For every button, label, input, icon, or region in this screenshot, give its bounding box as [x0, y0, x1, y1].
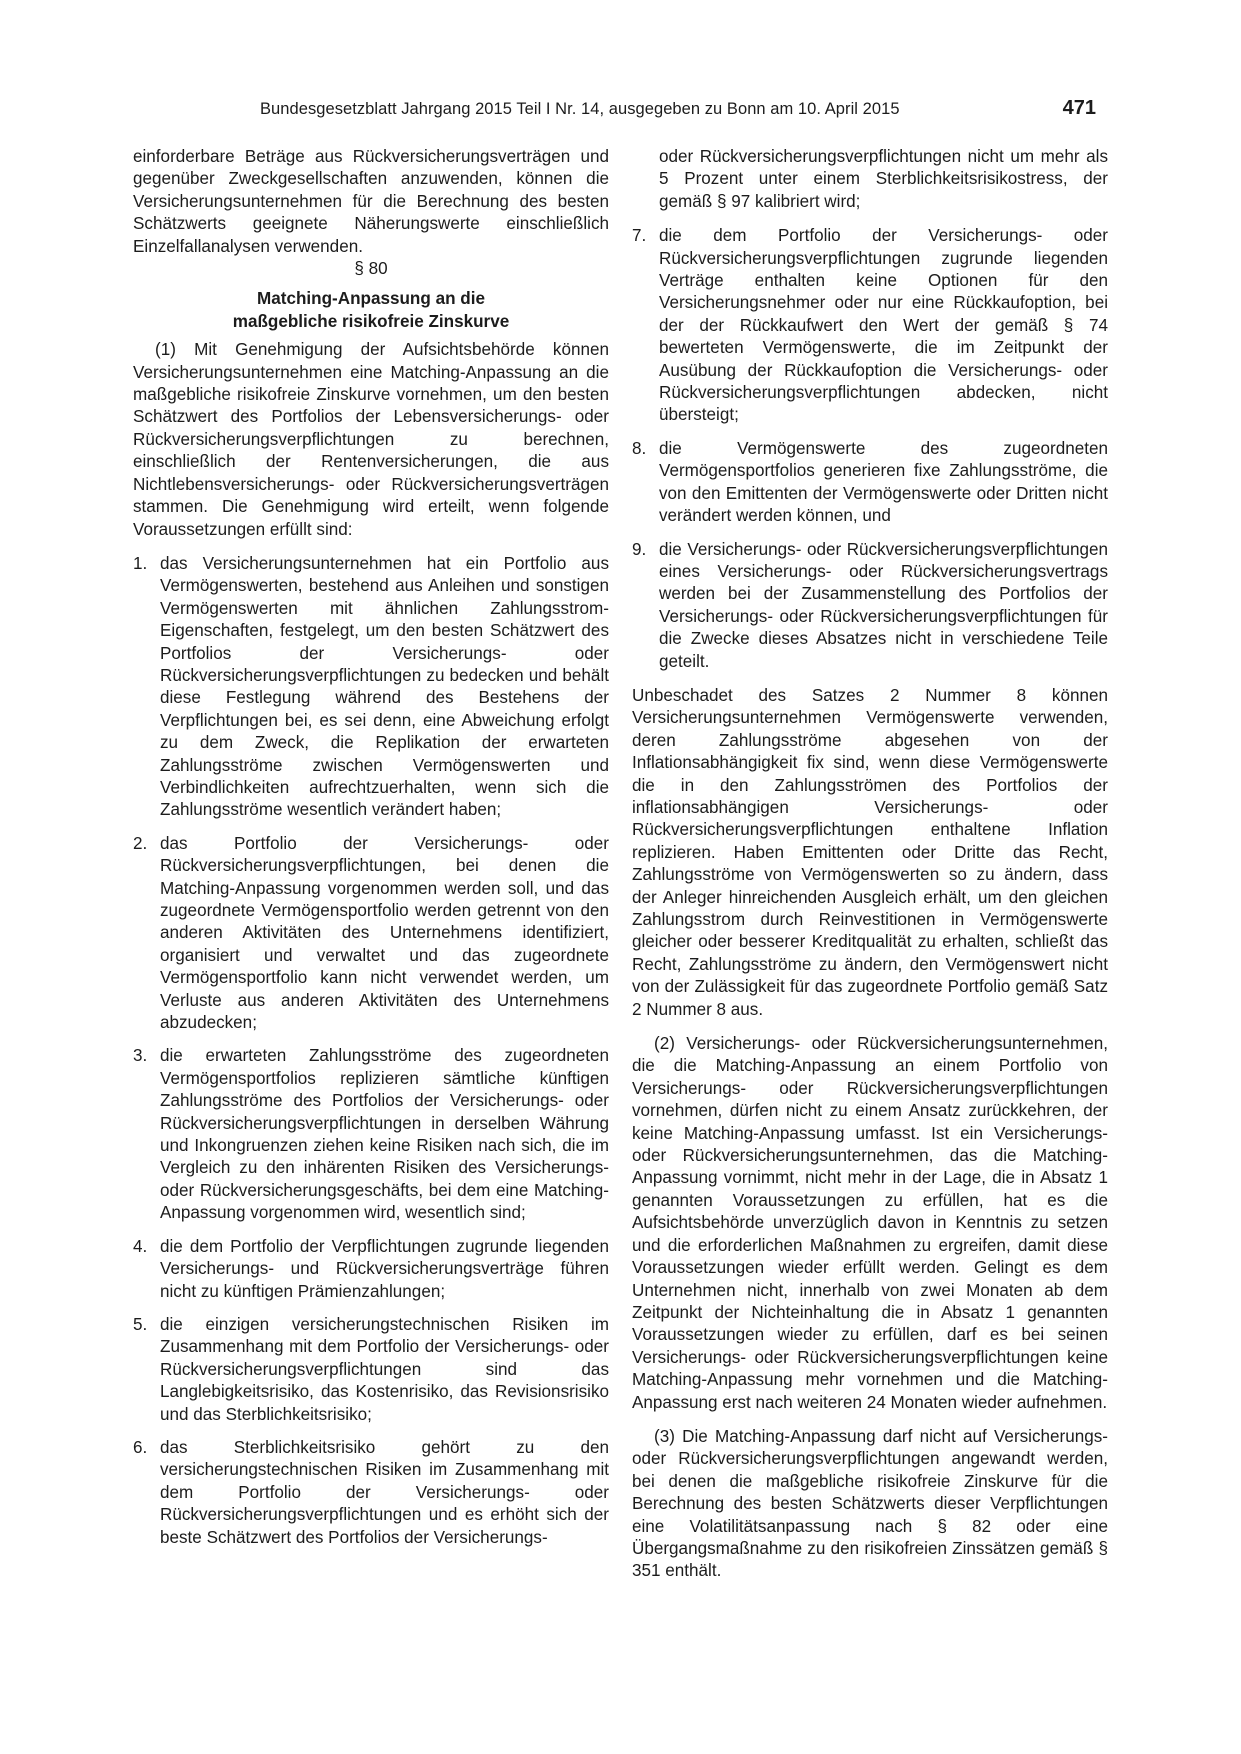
- item-number: 7.: [632, 226, 647, 246]
- list-item: [133, 1437, 609, 1549]
- item-number: 3.: [133, 1046, 148, 1066]
- item-number: 5.: [133, 1314, 148, 1334]
- list-item: [632, 225, 1108, 427]
- item-text: die dem Portfolio der Versicherungs- oder Rückversicherungsverpflichtungen zugrunde liegenden Verträge enthalten keine Optionen für den Versicherungsnehmer oder nur eine Rückkaufoption, bei der der Rückkaufwert den Wert der gemäß § 74 bewerteten Vermögenswerte, die im Zeitpunkt der Ausübung der Rückkaufoption die Versicherungs- oder Rückversicherungsverpflichtungen abdecken, nicht übersteigt;: [659, 226, 1108, 425]
- item-text: das Sterblichkeitsrisiko gehört zu den versicherungstechnischen Risiken im Zusammenhang mit dem Portfolio der Versicherungs- oder Rückversicherungsverpflichtungen und es erhöht sich der beste Schätzwert des Portfolios der Versicherungs-: [160, 1437, 609, 1547]
- item-number: 2.: [133, 833, 148, 853]
- left-column: [133, 146, 609, 1560]
- item-text: die erwarteten Zahlungsströme des zugeordneten Vermögensportfolios replizieren sämtliche künftigen Zahlungsströme des Portfolios der Versicherungs- oder Rückversicherungsverpflichtungen in derselben Währung und Inkongruenzen ziehen keine Risiken nach sich, die im Vergleich zu den inhärenten Risiken des Versicherungs- oder Rückversicherungsgeschäfts, bei dem eine Matching-Anpassung vorgenommen wird, wesentlich sind;: [160, 1046, 609, 1223]
- list-item: [133, 553, 609, 822]
- list-item: [133, 1314, 609, 1426]
- item-text: das Versicherungsunternehmen hat ein Portfolio aus Vermögenswerten, bestehend aus Anleihen und sonstigen Vermögenswerten mit ähnlichen Zahlungsstrom-Eigenschaften, festgelegt, um den besten Schätzwert des Portfolios der Versicherungs- oder Rückversicherungsverpflichtungen zu bedecken und behält diese Festlegung während des Bestehens der Verpflichtungen bei, es sei denn, eine Abweichung erfolgt zu dem Zweck, die Replikation der erwarteten Zahlungsströme zwischen Vermögenswerten und Verbindlichkeiten aufrechtzuerhalten, wenn sich die Zahlungsströme wesentlich verändert haben;: [160, 553, 609, 820]
- item-number: 6.: [133, 1437, 148, 1457]
- item-number: 8.: [632, 438, 647, 458]
- section-title-line: maßgebliche risikofreie Zinskurve: [232, 311, 510, 331]
- item-number: 9.: [632, 539, 647, 559]
- page-number: 471: [1062, 97, 1096, 119]
- item-number: 1.: [133, 553, 148, 573]
- page-header: [133, 92, 1106, 122]
- item-number: 4.: [133, 1236, 148, 1256]
- item-6-continuation: oder Rückversicherungsverpflichtungen nicht um mehr als 5 Prozent unter einem Sterblichkeitsrisikostress, der gemäß § 97 kalibriert wird;: [659, 147, 1108, 211]
- list-item: [632, 438, 1108, 528]
- item-text: die Vermögenswerte des zugeordneten Vermögensportfolios generieren fixe Zahlungsströme, die von den Emittenten der Vermögenswerte oder Dritten nicht verändert werden können, und: [659, 438, 1108, 526]
- paragraph-3: (3) Die Matching-Anpassung darf nicht auf Versicherungs- oder Rückversicherungsverpflichtungen angewandt werden, bei denen die maßgebliche risikofreie Zinskurve für die Berechnung des besten Schätzwerts dieser Verpflichtungen eine Volatilitätsanpassung nach § 82 oder eine Übergangsmaßnahme zu den risikofreien Zinssätzen gemäß § 351 enthält.: [632, 1426, 1108, 1581]
- section-title-line: Matching-Anpassung an die: [257, 289, 485, 309]
- intro-paragraph: einforderbare Beträge aus Rückversicherungsverträgen und gegenüber Zweckgesellschaften anzuwenden, können die Versicherungsunternehmen für die Berechnung des besten Schätzwerts geeignete Näherungswerte einschließlich Einzelfallanalysen verwenden.: [133, 147, 609, 256]
- conditions-list: [133, 553, 609, 1549]
- item-text: die dem Portfolio der Verpflichtungen zugrunde liegenden Versicherungs- und Rückversicherungsverträge führen nicht zu künftigen Prämienzahlungen;: [160, 1236, 609, 1301]
- item-text: die einzigen versicherungstechnischen Risiken im Zusammenhang mit dem Portfolio der Versicherungs- oder Rückversicherungsverpflichtungen sind das Langlebigkeitsrisiko, das Kostenrisiko, das Revisionsrisiko und das Sterblichkeitsrisiko;: [160, 1314, 609, 1424]
- unbeschadet-paragraph: Unbeschadet des Satzes 2 Nummer 8 können Versicherungsunternehmen Vermögenswerte verwenden, deren Zahlungsströme abgesehen von der Inflationsabhängigkeit fix sind, wenn diese Vermögenswerte die in den Zahlungsströmen des Portfolios der inflationsabhängigen Versicherungs- oder Rückversicherungsverpflichtungen enthaltene Inflation replizieren. Haben Emittenten oder Dritte das Recht, Zahlungsströme von Vermögenswerten so zu ändern, dass der Anleger hinreichenden Ausgleich erhält, um den gleichen Zahlungsstrom durch Reinvestitionen in Vermögenswerte gleicher oder besserer Kreditqualität zu erhalten, schließt das Recht, Zahlungsströme zu ändern, den Vermögenswert nicht von der Zulässigkeit für das zugeordnete Portfolio gemäß Satz 2 Nummer 8 aus.: [632, 685, 1108, 1019]
- list-item: [632, 539, 1108, 673]
- conditions-list-continued: [632, 225, 1108, 673]
- item-text: das Portfolio der Versicherungs- oder Rückversicherungsverpflichtungen, bei denen die Matching-Anpassung vorgenommen werden soll, und das zugeordnete Vermögensportfolio werden getrennt von den anderen Aktivitäten des Unternehmens identifiziert, organisiert und verwaltet und das zugeordnete Vermögensportfolio kann nicht verwendet werden, um Verluste aus anderen Aktivitäten des Unternehmens abzudecken;: [160, 833, 609, 1033]
- section-title: [133, 288, 609, 333]
- item-text: die Versicherungs- oder Rückversicherungsverpflichtungen eines Versicherungs- oder Rückversicherungsvertrags werden bei der Zusammenstellung des Portfolios der Versicherungs- oder Rückversicherungsverpflichtungen für die Zwecke dieses Absatzes nicht in verschiedene Teile geteilt.: [659, 539, 1108, 671]
- running-title: Bundesgesetzblatt Jahrgang 2015 Teil I Nr. 14, ausgegeben zu Bonn am 10. April 2015: [260, 100, 900, 118]
- paragraph-2: (2) Versicherungs- oder Rückversicherungsunternehmen, die die Matching-Anpassung an einem Portfolio von Versicherungs- oder Rückversicherungsverpflichtungen vornehmen, dürfen nicht zu einem Ansatz zurückkehren, der keine Matching-Anpassung umfasst. Ist ein Versicherungs- oder Rückversicherungsunternehmen, das die Matching-Anpassung vornimmt, nicht mehr in der Lage, die in Absatz 1 genannten Voraussetzungen zu erfüllen, hat es die Aufsichtsbehörde unverzüglich davon in Kenntnis zu setzen und die erforderlichen Maßnahmen zu ergreifen, damit diese Voraussetzungen wieder erfüllt werden. Gelingt es dem Unternehmen nicht, innerhalb von zwei Monaten ab dem Zeitpunkt der Nichteinhaltung die in Absatz 1 genannten Voraussetzungen wieder zu erfüllen, darf es bei seinen Versicherungs- oder Rückversicherungsverpflichtungen keine Matching-Anpassung mehr vornehmen und die Matching-Anpassung erst nach weiteren 24 Monaten wieder aufnehmen.: [632, 1034, 1108, 1412]
- right-column: [632, 146, 1108, 1583]
- list-item: [133, 1236, 609, 1303]
- section-number: § 80: [354, 259, 388, 279]
- list-item: [133, 833, 609, 1035]
- paragraph-1: (1) Mit Genehmigung der Aufsichtsbehörde können Versicherungsunternehmen eine Matching-Anpassung an die maßgebliche risikofreie Zinskurve vornehmen, um den besten Schätzwert des Portfolios der Lebensversicherungs- oder Rückversicherungsverpflichtungen zu berechnen, einschließlich der Rentenversicherungen, die aus Nichtlebensversicherungs- oder Rückversicherungsverträgen stammen. Die Genehmigung wird erteilt, wenn folgende Voraussetzungen erfüllt sind:: [133, 340, 609, 539]
- list-item: [133, 1045, 609, 1224]
